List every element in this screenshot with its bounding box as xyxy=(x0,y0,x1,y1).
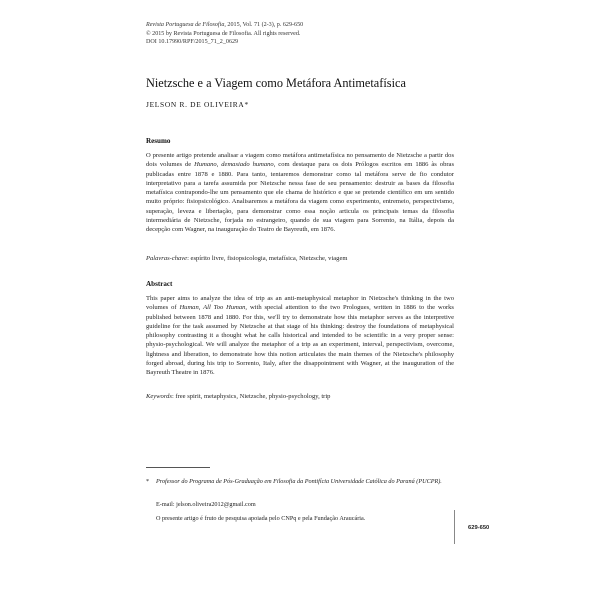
doi-line: DOI 10.17990/RPF/2015_71_2_0629 xyxy=(146,39,239,46)
footnote-separator xyxy=(146,467,210,468)
abstract-keywords xyxy=(146,393,330,400)
footnote-email: E-mail: jelson.oliveira2012@gmail.com xyxy=(156,501,256,508)
article-title: Nietzsche e a Viagem como Metáfora Antimetafísica xyxy=(146,76,406,90)
abstract-text-part-1: This paper aims to analyze the idea of trip as an anti-metaphysical metaphor in Nietzsche's thinking in the two volumes of xyxy=(146,295,454,312)
page-range: 629-650 xyxy=(468,525,490,531)
journal-name: Revista Portuguesa de Filosofia xyxy=(146,22,225,28)
affiliation-text: Professor do Programa de Pós-Graduação em Filosofia da Pontifícia Universidade Católica do Paraná (PUCPR). xyxy=(156,478,442,485)
footnote-mark: * xyxy=(146,478,150,485)
keywords-label: Keywords xyxy=(146,393,172,400)
palavras-chave-label: Palavras-chave xyxy=(146,255,188,262)
resumo-text xyxy=(146,151,454,234)
journal-header xyxy=(146,21,303,47)
palavras-chave-list: : espírito livre, fisiopsicologia, metafísica, Nietzsche, viagem xyxy=(187,255,348,262)
abstract-text-part-2: , with special attention to the two Prologues, written in 1886 to the works published between 1878 and 1880. For this, we'll try to demonstrate how this metaphor serves as the interpretive guideline for the task assumed by Nietzsche at that stage of his thinking: destroy the foundations of metaphysical philosophy contrasting it a thought what he calls historical and intended to be scientific in a very proper sense: physio-psychological. We will analyze the metaphor of a trip as an experiment, interval, perspectivism, overcome, lightness and liberation, to demonstrate how this notion articulates the main themes of the Nietzsche's philosophy forged abroad, during his trip to Sorrento, Italy, after the disappointment with Wagner, at the inauguration of the Bayreuth Theatre in 1876. xyxy=(146,304,454,376)
author-name: JELSON R. DE OLIVEIRA* xyxy=(146,100,249,109)
resumo-keywords xyxy=(146,255,347,262)
resumo-text-part-2: , com destaque para os dois Prólogos escritos em 1886 às obras publicadas entre 1878 e 1880. Para tanto, tentaremos demonstrar como tal metáfora serve de fio condutor interpretativo para a tarefa assumida por Nietzsche nessa fase de seu pensamento: destruir as bases da filosofia metafísica contrapondo-lhe um pensamento que ele chama de histórico e que se pretende científico em um sentido muito próprio: fisiopsicológico. Analisaremos a metáfora da viagem como experimento, entremeio, perspectivismo, superação, leveza e libertação, para demonstrar como essa noção articula os principais temas da filosofia intermediária de Nietzsche, forjada no estrangeiro, quando de sua viagem para Sorrento, na Itália, depois da decepção com Wagner, na inauguração do Teatro de Bayreuth, em 1876. xyxy=(146,161,454,233)
citation-line xyxy=(146,21,303,30)
abstract-heading: Abstract xyxy=(146,280,173,288)
keywords-list: : free spirit, metaphysics, Nietzsche, physio-psychology, trip xyxy=(171,393,331,400)
citation-volume: , 2015, Vol. 71 (2-3), p. 629-650 xyxy=(224,22,304,28)
resumo-text-part-1: O presente artigo pretende analisar a viagem como metáfora antimetafísica no pensamento de Nietzsche a partir dos dois volumes de xyxy=(146,152,454,169)
abstract-text xyxy=(146,294,454,377)
copyright-line: © 2015 by Revista Portuguesa de Filosofia. All rights reserved. xyxy=(146,30,301,37)
footnote-affiliation xyxy=(146,478,446,487)
footnote-funding: O presente artigo é fruto de pesquisa apoiada pelo CNPq e pela Fundação Araucária. xyxy=(156,515,366,522)
page-margin-rule xyxy=(454,510,455,544)
abstract-book-title: Human, All Too Human xyxy=(179,304,246,312)
resumo-book-title: Humano, demasiado humano xyxy=(194,161,274,169)
resumo-heading: Resumo xyxy=(146,137,171,145)
